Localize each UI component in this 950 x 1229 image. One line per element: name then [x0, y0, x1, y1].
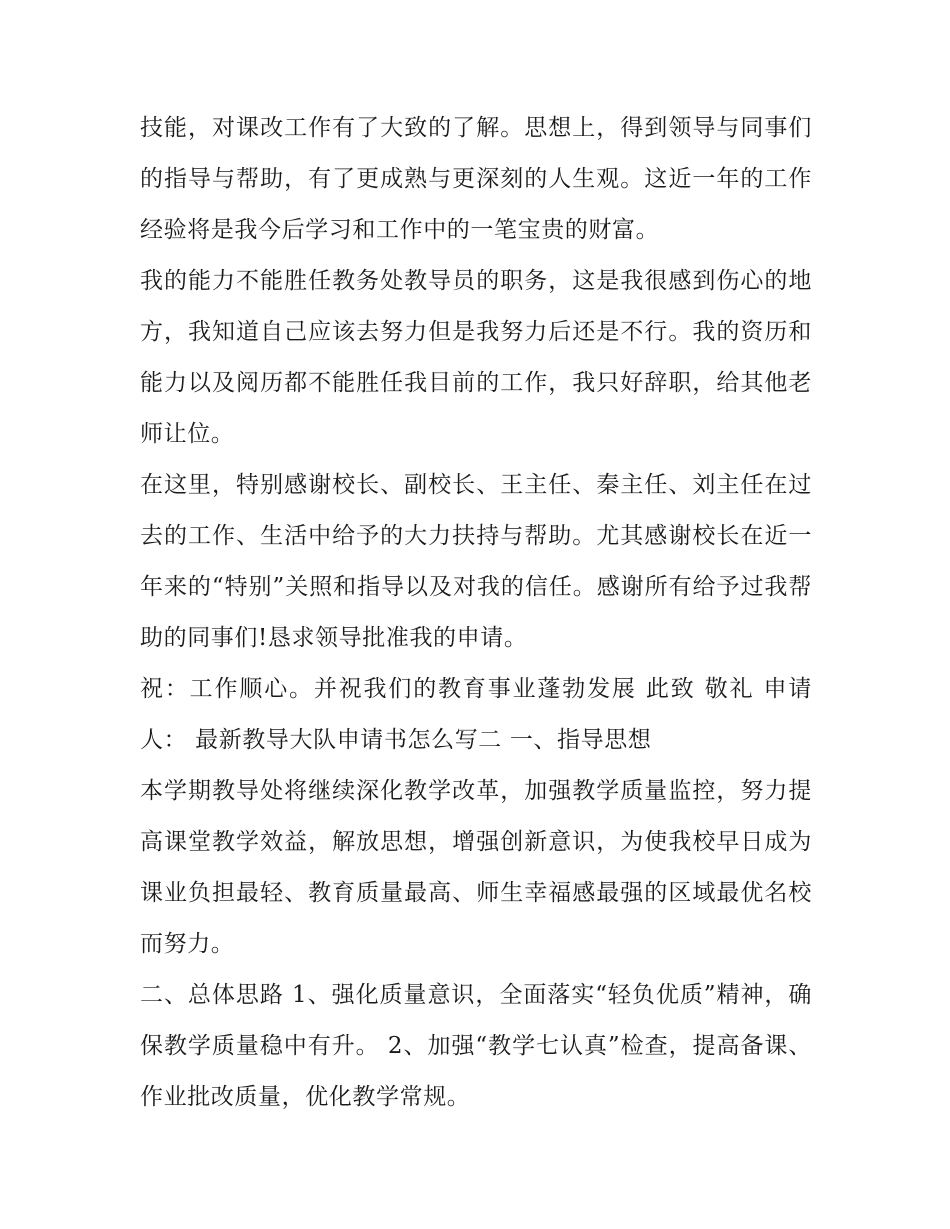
paragraph-5: 本学期教导处将继续深化教学改革，加强教学质量监控，努力提高课堂教学效益，解放思想，增强创新意识，为使我校早日成为课业负担最轻、教育质量最高、师生幸福感最强的区域最优名校而努力。	[140, 778, 812, 957]
paragraph-1: 技能，对课改工作有了大致的了解。思想上，得到领导与同事们的指导与帮助，有了更成熟与更深刻的人生观。这近一年的工作经验将是我今后学习和工作中的一笔宝贵的财富。	[140, 115, 812, 243]
paragraph-2: 我的能力不能胜任教务处教导员的职务，这是我很感到伤心的地方，我知道自己应该去努力但是我努力后还是不行。我的资历和能力以及阅历都不能胜任我目前的工作，我只好辞职，给其他老师让位。	[140, 268, 812, 447]
paragraph-3: 在这里，特别感谢校长、副校长、王主任、秦主任、刘主任在过去的工作、生活中给予的大力扶持与帮助。尤其感谢校长在近一年来的“特别”关照和指导以及对我的信任。感谢所有给予过我帮助的同事们!恳求领导批准我的申请。	[140, 472, 812, 651]
paragraph-4: 祝：工作顺心。并祝我们的教育事业蓬勃发展 此致 敬礼 申请人： 最新教导大队申请书怎么写二 一、指导思想	[140, 676, 812, 753]
paragraph-6: 二、总体思路 1、强化质量意识，全面落实“轻负优质”精神，确保教学质量稳中有升。 2、加强“教学七认真”检查，提高备课、作业批改质量，优化教学常规。	[140, 982, 812, 1110]
document-body	[140, 103, 812, 1123]
